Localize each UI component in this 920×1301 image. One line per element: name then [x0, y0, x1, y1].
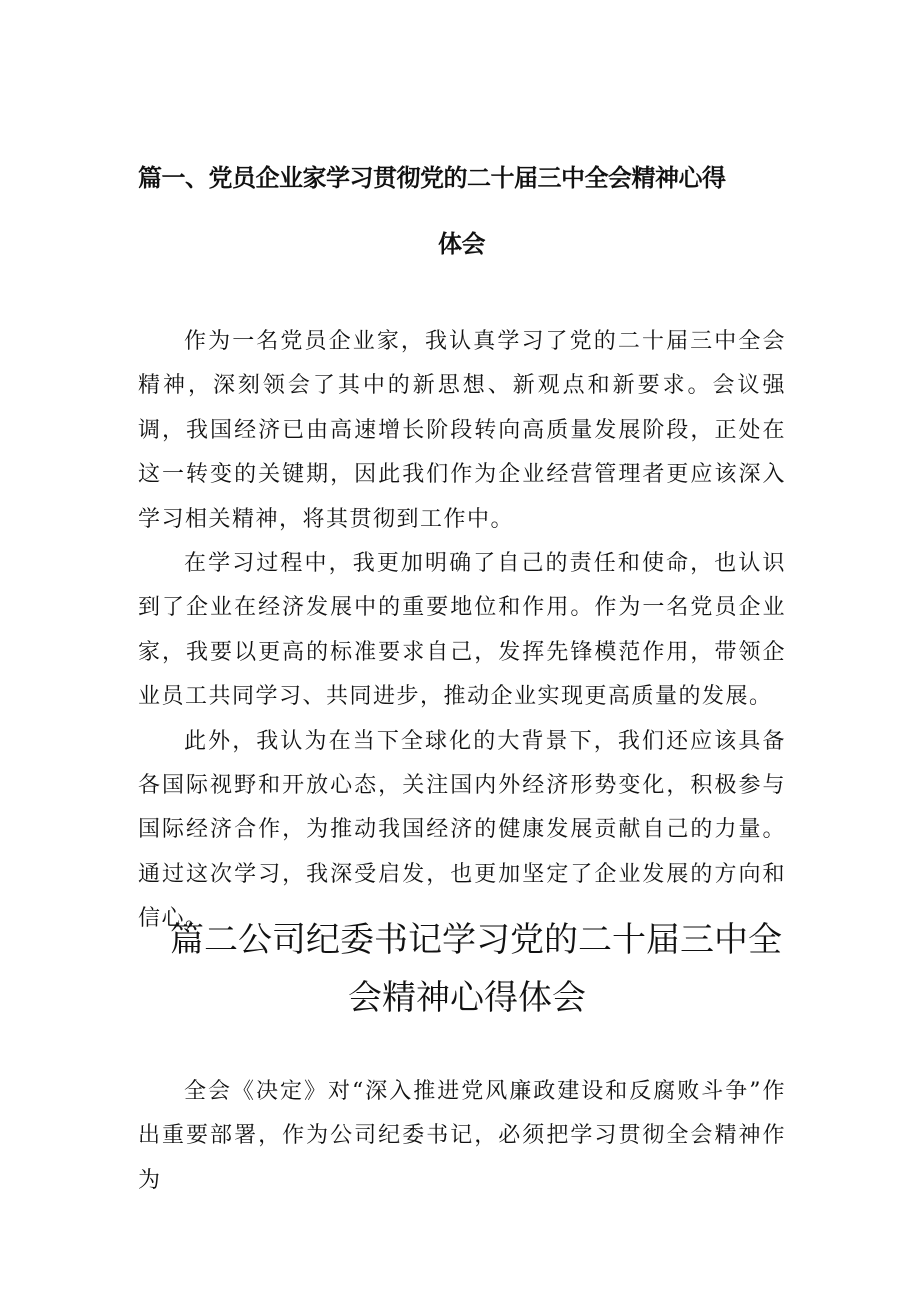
- section2-body: [138, 1070, 786, 1203]
- section1-body: [138, 320, 786, 942]
- section2-title-line1: 篇二公司纪委书记学习党的二十届三中全: [170, 920, 782, 960]
- section1-paragraph-3: 此外，我认为在当下全球化的大背景下，我们还应该具备各国际视野和开放心态，关注国内外经济形势变化，积极参与国际经济合作，为推动我国经济的健康发展贡献自己的力量。通过这次学习，我深受启发，也更加坚定了企业发展的方向和信心。: [138, 728, 786, 932]
- section1-title-line1: 篇一、党员企业家学习贯彻党的二十届三中全会精神心得: [138, 164, 726, 192]
- section2-title-line2: 会精神心得体会: [348, 978, 586, 1018]
- section1-title-line2: 体会: [438, 230, 485, 258]
- section1-paragraph-2: 在学习过程中，我更加明确了自己的责任和使命，也认识到了企业在经济发展中的重要地位和作用。作为一名党员企业家，我要以更高的标准要求自己，发挥先锋模范作用，带领企业员工共同学习、共同进步，推动企业实现更高质量的发展。: [138, 551, 786, 710]
- section2-paragraph-1: 全会《决定》对“深入推进党风廉政建设和反腐败斗争”作出重要部署，作为公司纪委书记，必须把学习贯彻全会精神作为: [138, 1079, 786, 1193]
- section1-paragraph-1: 作为一名党员企业家，我认真学习了党的二十届三中全会精神，深刻领会了其中的新思想、新观点和新要求。会议强调，我国经济已由高速增长阶段转向高质量发展阶段，正处在这一转变的关键期，因此我们作为企业经营管理者更应该深入学习相关精神，将其贯彻到工作中。: [138, 329, 786, 532]
